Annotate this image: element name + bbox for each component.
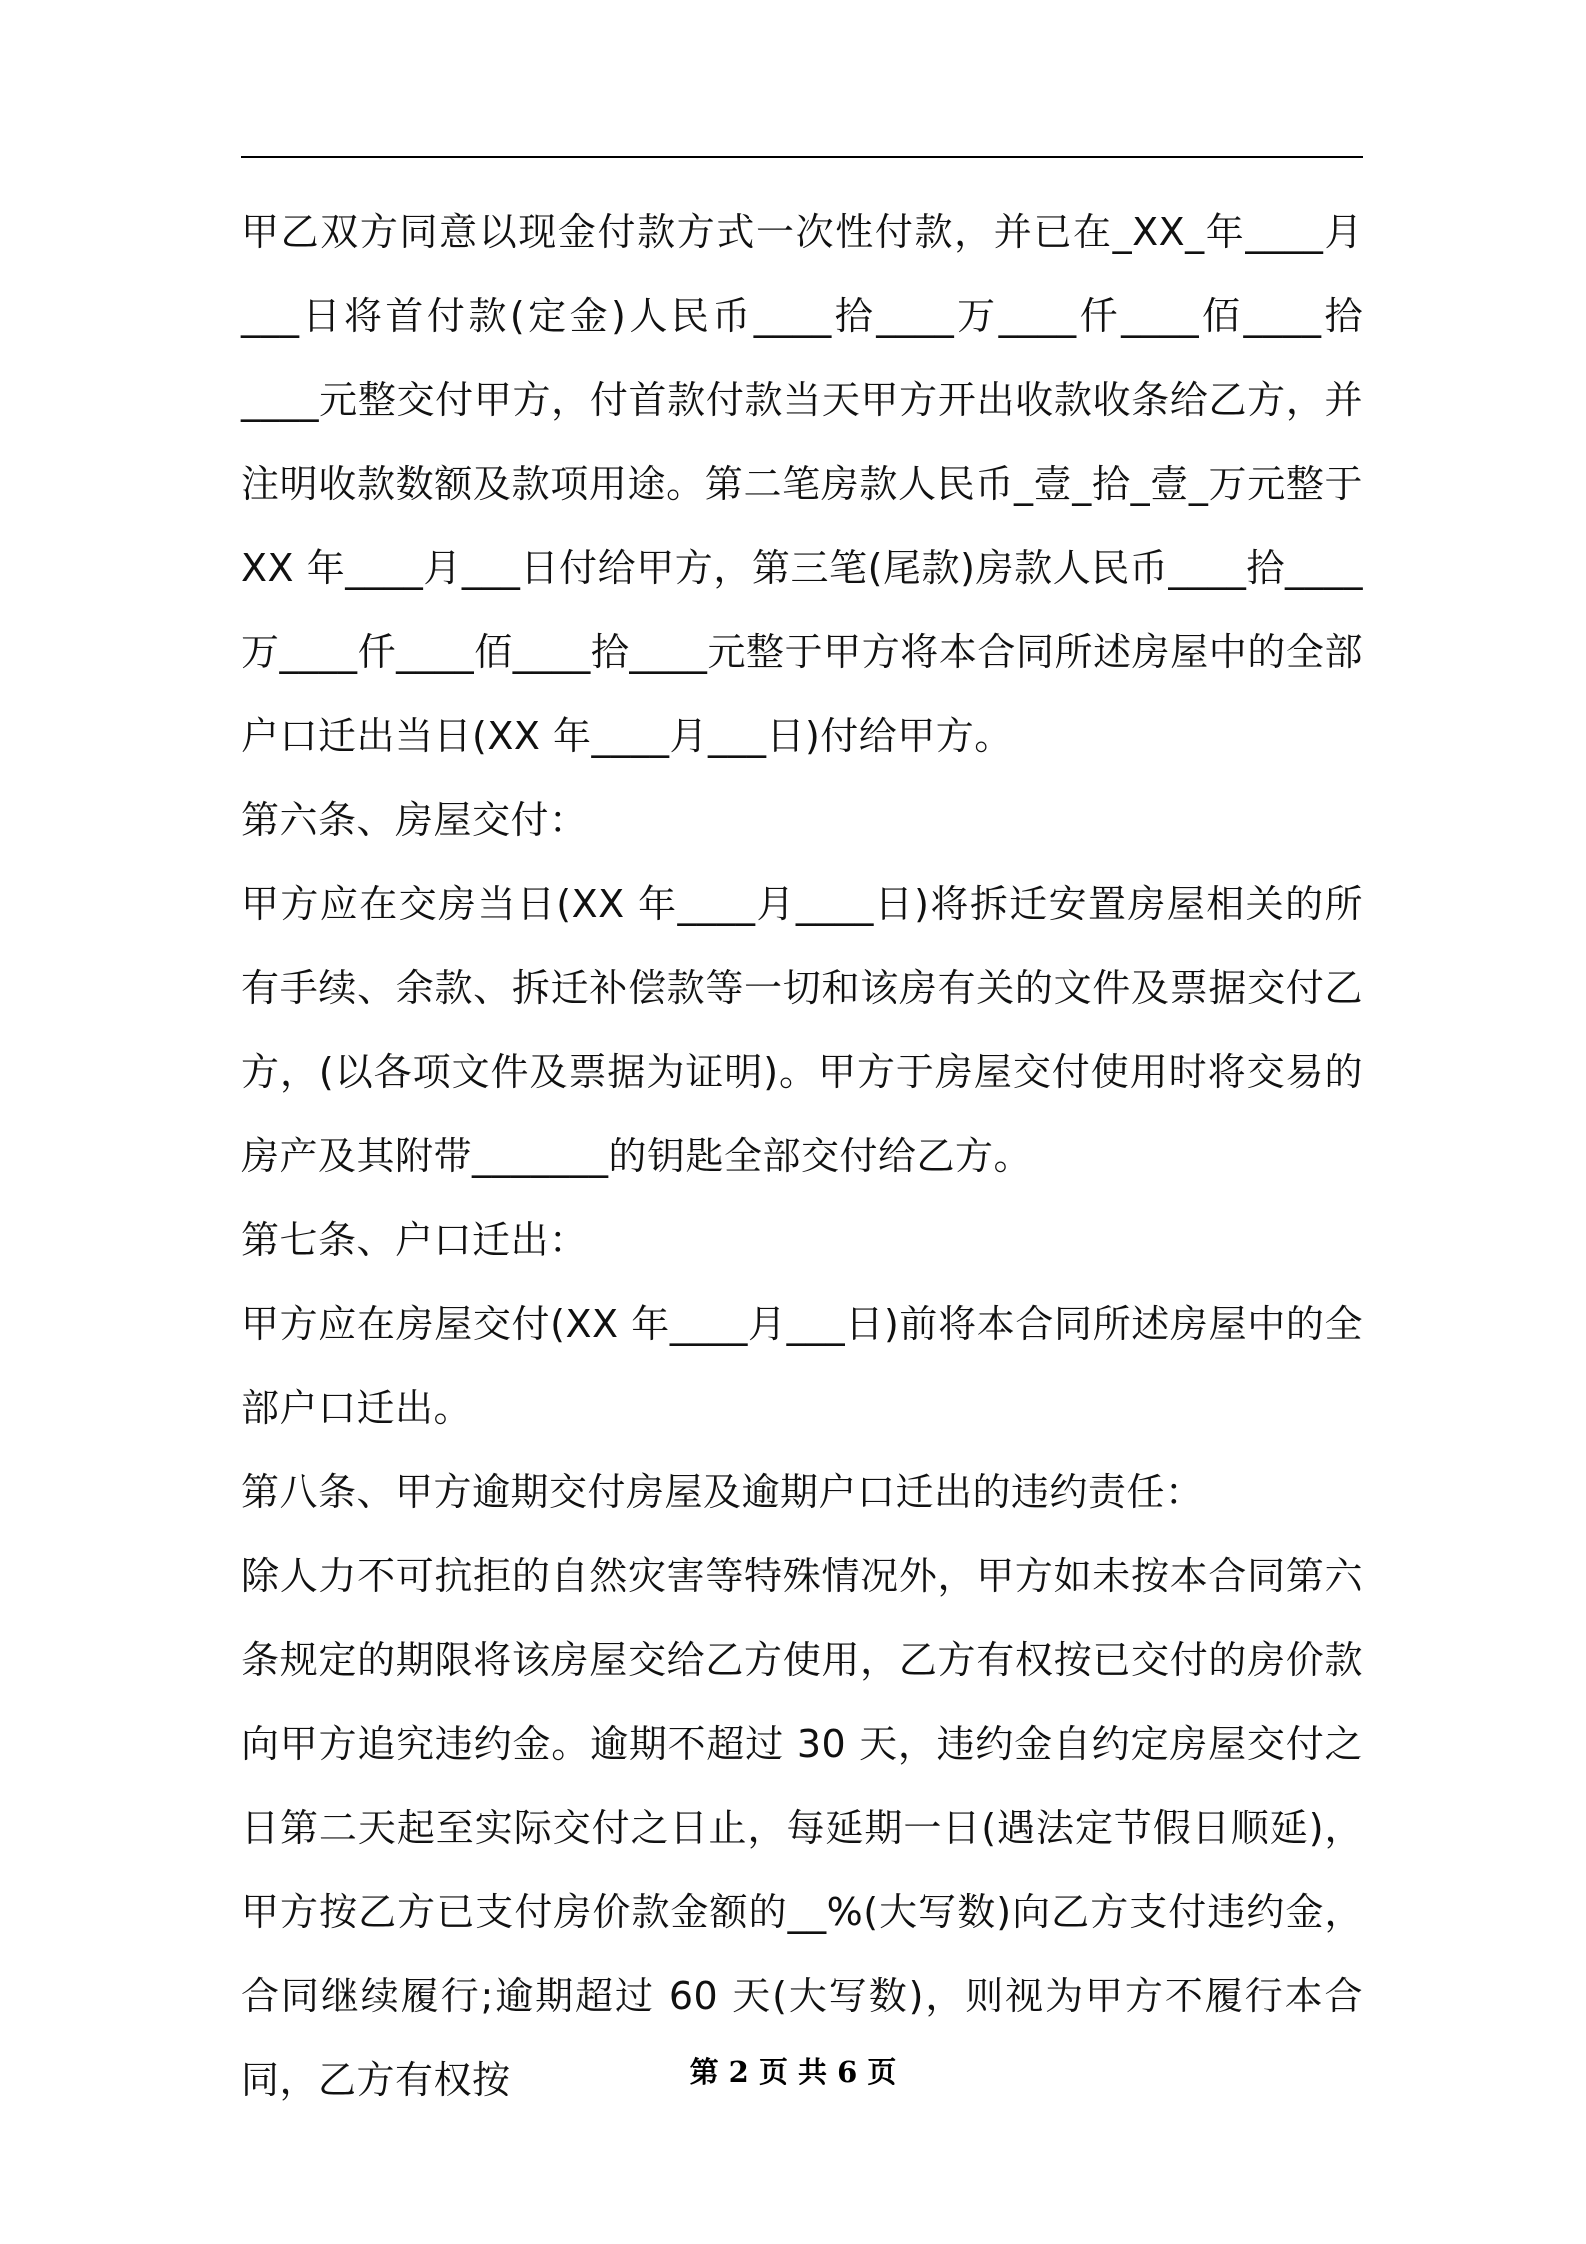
article-6-heading: 第六条、房屋交付： (241, 798, 588, 842)
article-8-body: 除人力不可抗拒的自然灾害等特殊情况外，甲方如未按本合同第六条规定的期限将该房屋交给乙方使用，乙方有权按已交付的房价款向甲方追究违约金。逾期不超过 30 天，违约金自约定房屋交付之日第二天起至实际交付之日止，每延期一日(遇法定节假日顺延)，甲方按乙方已支付房价款金额的__%(大写数)向乙方支付违约金，合同继续履行;逾期超过 60 天(大写数)，则视为甲方不履行本合同，乙方有权按 (241, 1554, 1363, 2102)
article-6-body: 甲方应在交房当日(XX 年____月____日)将拆迁安置房屋相关的所有手续、余款、拆迁补偿款等一切和该房有关的文件及票据交付乙方，(以各项文件及票据为证明)。甲方于房屋交付使用时将交易的房产及其附带_______的钥匙全部交付给乙方。 (241, 882, 1363, 1178)
document-body (241, 190, 1363, 2122)
page-number-footer: 第 2 页 共 6 页 (689, 2055, 897, 2089)
article-7-heading: 第七条、户口迁出： (241, 1218, 588, 1262)
payment-terms-paragraph: 甲乙双方同意以现金付款方式一次性付款，并已在_XX_年____月___日将首付款(定金)人民币____拾____万____仟____佰____拾____元整交付甲方，付首款付款当天甲方开出收款收条给乙方，并注明收款数额及款项用途。第二笔房款人民币_壹_拾_壹_万元整于XX 年____月___日付给甲方，第三笔(尾款)房款人民币____拾____万____仟____佰____拾____元整于甲方将本合同所述房屋中的全部户口迁出当日(XX 年____月___日)付给甲方。 (241, 210, 1363, 758)
header-rule (241, 156, 1363, 158)
article-7-body: 甲方应在房屋交付(XX 年____月___日)前将本合同所述房屋中的全部户口迁出。 (241, 1302, 1363, 1430)
article-8-heading: 第八条、甲方逾期交付房屋及逾期户口迁出的违约责任： (241, 1470, 1204, 1514)
